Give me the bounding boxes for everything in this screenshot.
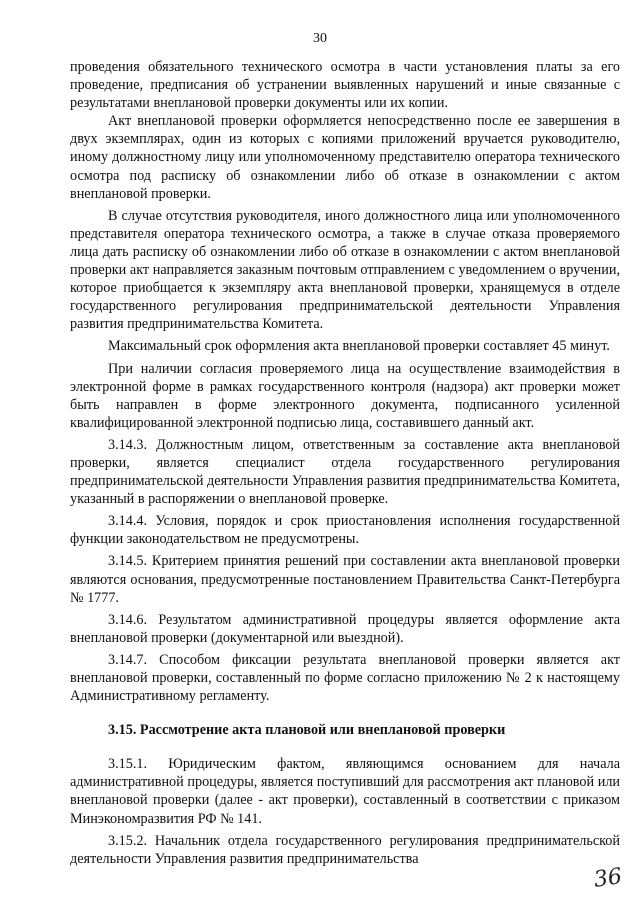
paragraph: 3.14.5. Критерием принятия решений при составлении акта внеплановой проверки являются основания, предусмотренные постановлением Правительства Санкт-Петербурга № 1777. [70,553,620,606]
document-body [70,58,620,868]
page-number: 30 [313,31,327,46]
paragraph: 3.14.7. Способом фиксации результата внеплановой проверки является акт внеплановой проверки, составленный по форме согласно приложению № 2 к настоящему Административному регламенту. [70,651,620,705]
paragraph: В случае отсутствия руководителя, иного должностного лица или уполномоченного представителя оператора технического осмотра, а также в случае отказа проверяемого лица дать расписку об ознакомлении либо об отказе в ознакомлении с актом внеплановой проверки акт направляется заказным почтовым отправлением с уведомлением о вручении, которое приобщается к экземпляру акта внеплановой проверки, хранящемуся в отделе государственного регулирования предпринимательской деятельности Управления развития предпринимательства Комитета. [70,207,620,333]
paragraph: Максимальный срок оформления акта внеплановой проверки составляет 45 минут. [108,338,610,355]
paragraph: 3.15.2. Начальник отдела государственного регулирования предпринимательской деятельности Управления развития предпринимательства [70,832,620,867]
paragraph: При наличии согласия проверяемого лица на осуществление взаимодействия в электронной форме в рамках государственного контроля (надзора) акт проверки может быть направлен в форме электронного документа, подписанного усиленной квалифицированной электронной подписью лица, составившего данный акт. [70,360,620,431]
handwritten-page-mark: 36 [592,864,624,893]
paragraph: Акт внеплановой проверки оформляется непосредственно после ее завершения в двух экземплярах, один из которых с копиями приложений вручается руководителю, иному должностному лицу или уполномоченному представителю оператора технического осмотра под расписку об ознакомлении либо об отказе в ознакомлении с актом внеплановой проверки. [70,113,620,202]
paragraph: проведения обязательного технического осмотра в части установления платы за его проведение, предписания об устранении выявленных нарушений и иные связанные с результатами внеплановой проверки документы или их копии. [70,59,620,112]
paragraph: 3.14.3. Должностным лицом, ответственным за составление акта внеплановой проверки, является специалист отдела государственного регулирования предпринимательской деятельности Управления развития предпринимательства Комитета, указанный в распоряжении о внеплановой проверке. [70,436,620,508]
section-heading: 3.15. Рассмотрение акта плановой или внеплановой проверки [108,722,506,739]
paragraph: 3.14.4. Условия, порядок и срок приостановления исполнения государственной функции законодательством не предусмотрены. [70,513,620,548]
paragraph: 3.14.6. Результатом административной процедуры является оформление акта внеплановой проверки (документарной или выездной). [70,611,620,646]
paragraph: 3.15.1. Юридическим фактом, являющимся основанием для начала административной процедуры, является поступивший для рассмотрения акт плановой или внеплановой проверки (далее - акт проверки), составленный в соответствии с приказом Минэкономразвития РФ № 141. [70,756,620,827]
